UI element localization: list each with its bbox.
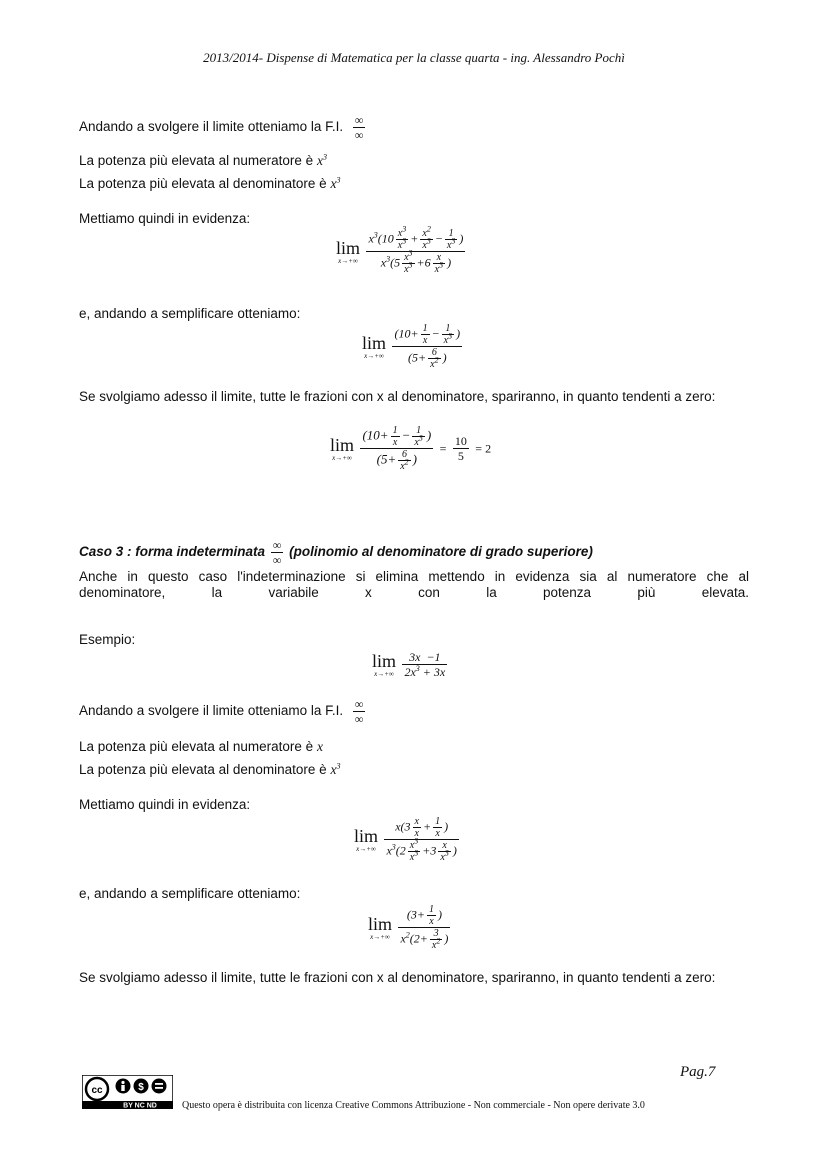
cc-badge-text: BY NC ND <box>123 1102 157 1109</box>
evidenza-line-1: Mettiamo quindi in evidenza: <box>79 211 251 226</box>
num-power-text: La potenza più elevata al numeratore è <box>79 153 314 168</box>
case3-paragraph: Anche in questo caso l'indeterminazione si elimina mettendo in evidenza sia al numeratore che al denominatore, la variabile x con la potenza più elevata. <box>79 569 749 600</box>
esempio-label: Esempio: <box>79 632 136 647</box>
svg-text:cc: cc <box>91 1085 103 1096</box>
formula-4: lim x→+∞ $\frac{3x -1}{2x^3 + 3x}$ <box>372 650 446 679</box>
nd-icon <box>152 1079 167 1094</box>
den-power-line-2: La potenza più elevata al denominatore è $x^3$ <box>79 761 341 777</box>
num-power-line-1 <box>79 153 327 169</box>
semplificare-line-2: e, andando a semplificare otteniamo: <box>79 886 301 901</box>
fi-text: Andando a svolgere il limite otteniamo la F.I. <box>79 119 344 135</box>
num-power-line-2: La potenza più elevata al numeratore è x <box>79 739 323 754</box>
case3-title: Caso 3 : forma indeterminata $\frac{\infty}{\infty}$ (polinomio al denominatore di grado superiore) <box>79 538 593 567</box>
page-header: 2013/2014- Dispense di Matematica per la classe quarta - ing. Alessandro Pochì <box>203 50 625 65</box>
formula-6: lim x→+∞ (3+ $\frac{1}{x}$ ) $x^2(2+$ $\frac{3}{x^2}$ ) <box>368 904 449 951</box>
num-power-value: $x^3$ <box>316 152 327 168</box>
formula-3: lim x→+∞ (10+ $\frac{1}{x}$ − $\frac{1}{x^3}$ ) (5+ $\frac{6}{x^2}$ ) = $\frac{10}{5}$ = 2 <box>330 425 492 472</box>
den-power-value: $x^3$ <box>330 175 341 191</box>
page-number: Pag.7 <box>680 1064 716 1080</box>
den-power-line-1 <box>79 176 340 192</box>
fi-line-2: Andando a svolgere il limite otteniamo la F.I. $\frac{\infty}{\infty}$ <box>79 697 364 726</box>
inf-over-inf: $\frac{\infty}{\infty}$ <box>354 113 364 142</box>
cc-license-badge <box>82 1075 173 1109</box>
formula-2: lim x→+∞ (10+ $\frac{1}{x}$ − $\frac{1}{x^3}$ ) (5+ $\frac{6}{x^2}$ ) <box>362 323 461 370</box>
semplificare-line-1: e, andando a semplificare otteniamo: <box>79 306 301 321</box>
svg-text:$: $ <box>138 1082 144 1093</box>
formula-1: lim x→+∞ $x^3(10$ $\frac{x^3}{x^3}$ + $\frac{x^2}{x^3}$ − $\frac{1}{x^3}$ ) $x^3(5$ $\frac{x^3}{x^3}$ +6 $\frac{x}{x^3}$ ) <box>336 224 464 275</box>
svolgiamo-line-2: Se svolgiamo adesso il limite, tutte le frazioni con x al denominatore, spariranno, in quanto tendenti a zero: <box>79 970 716 985</box>
formula-5: lim x→+∞ x(3 $\frac{x}{x}$ + $\frac{1}{x}$ ) $x^3(2$ $\frac{x^3}{x^3}$ +3 $\frac{x}{x^3}$ ) <box>354 816 457 863</box>
license-text: Questo opera è distribuita con licenza Creative Commons Attribuzione - Non commerciale - Non opere derivate 3.0 <box>182 1100 645 1111</box>
evidenza-line-2: Mettiamo quindi in evidenza: <box>79 797 251 812</box>
svolgiamo-line-1: Se svolgiamo adesso il limite, tutte le frazioni con x al denominatore, spariranno, in quanto tendenti a zero: <box>79 389 716 404</box>
fi-line-1 <box>79 113 367 142</box>
den-power-text: La potenza più elevata al denominatore è <box>79 176 327 191</box>
